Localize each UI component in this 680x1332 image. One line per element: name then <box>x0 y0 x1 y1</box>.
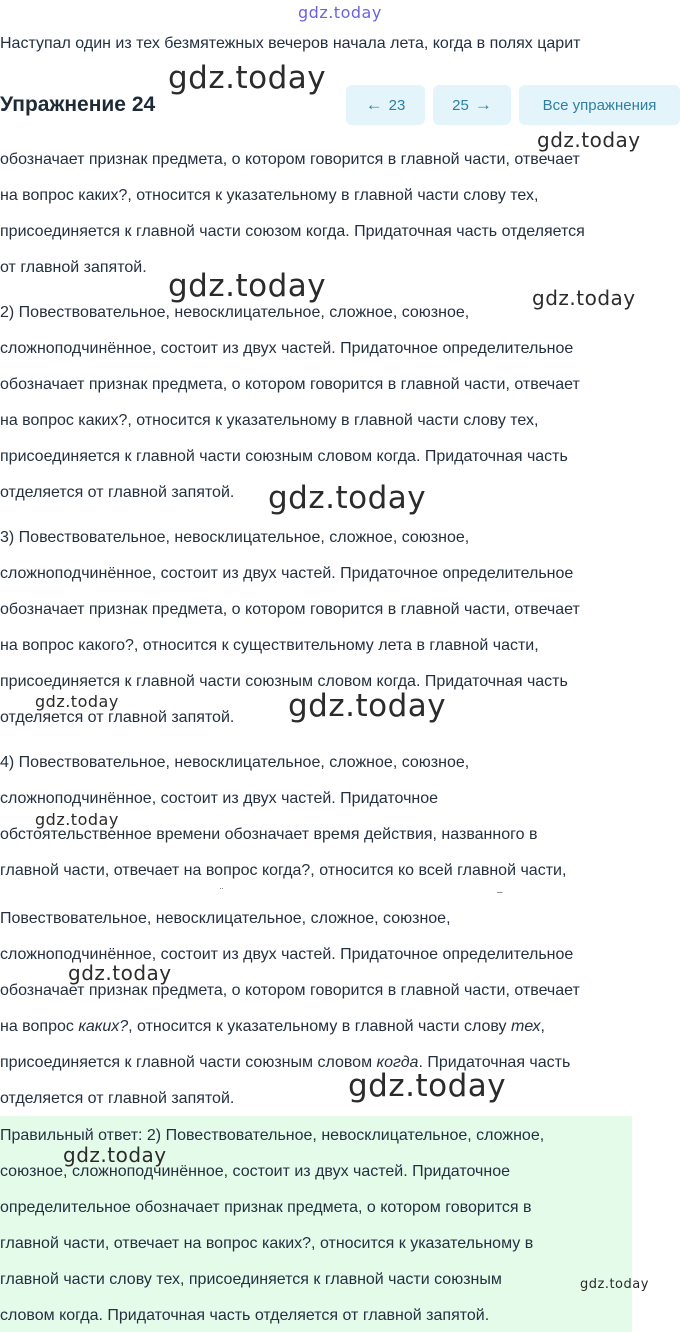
text-line: сложноподчинённое, состоит из двух частей. Придаточное определительное <box>0 565 574 582</box>
watermark: gdz.today <box>268 480 427 516</box>
text-line: Повествовательное, невосклицательное, сложное, союзное, <box>0 910 451 927</box>
text-line: на вопрос каких?, относится к указательному в главной части слову тех, <box>0 412 539 429</box>
watermark: gdz.today <box>537 128 641 152</box>
text-line: обозначает признак предмета, о котором говорится в главной части, отвечает <box>0 376 580 393</box>
prev-exercise-button[interactable] <box>346 85 425 125</box>
next-exercise-label: 25 <box>452 96 469 114</box>
watermark: gdz.today <box>35 692 119 711</box>
answer-line: главной части слову тех, присоединяется к главной части союзным <box>0 1271 502 1288</box>
prev-exercise-label: 23 <box>388 96 406 114</box>
page-title: Упражнение 24 <box>0 93 156 116</box>
text-line: сложноподчинённое, состоит из двух частей. Придаточное определительное <box>0 946 574 963</box>
next-exercise-button[interactable] <box>433 85 511 125</box>
watermark: gdz.today <box>532 286 636 310</box>
text-line: обозначает признак предмета, о котором говорится в главной части, отвечает <box>0 601 580 618</box>
text-line: присоединяется к главной части союзным словом когда. Придаточная часть <box>0 673 568 690</box>
text-line: обозначает признак предмета, о котором говорится в главной части, отвечает <box>0 151 580 168</box>
text-line: главной части, отвечает на вопрос когда?, относится ко всей главной части, <box>0 862 567 879</box>
text-line: обозначает признак предмета, о котором говорится в главной части, отвечает <box>0 982 580 999</box>
text-line: 3) Повествовательное, невосклицательное, сложное, союзное, <box>0 529 470 546</box>
watermark: gdz.today <box>288 688 447 724</box>
watermark: gdz.today <box>68 961 172 985</box>
watermark: gdz.today <box>298 3 382 22</box>
watermark: gdz.today <box>35 810 119 829</box>
all-exercises-button[interactable] <box>519 85 680 125</box>
intro-text: Наступал один из тех безмятежных вечеров начала лета, когда в полях царит <box>0 35 581 52</box>
text-artifact: ¨ <box>220 887 224 898</box>
text-line: присоединяется к главной части союзным словом когда. Придаточная часть <box>0 448 568 465</box>
answer-line: союзное, сложноподчинённое, состоит из двух частей. Придаточное <box>0 1163 510 1180</box>
watermark: gdz.today <box>63 1143 167 1167</box>
text-line-italic: присоединяется к главной части союзным словом когда. Придаточная часть <box>0 1054 571 1071</box>
text-line: сложноподчинённое, состоит из двух частей. Придаточное <box>0 790 439 807</box>
arrow-right-icon: → <box>474 95 492 114</box>
text-line: отделяется от главной запятой. <box>0 484 235 501</box>
watermark: gdz.today <box>168 268 327 304</box>
answer-line: Правильный ответ: 2) Повествовательное, невосклицательное, сложное, <box>0 1127 545 1144</box>
answer-line: словом когда. Придаточная часть отделяется от главной запятой. <box>0 1307 490 1324</box>
text-line-italic: на вопрос каких?, относится к указательному в главной части слову тех, <box>0 1018 545 1035</box>
text-line: отделяется от главной запятой. <box>0 709 235 726</box>
all-exercises-label: Все упражнения <box>542 96 657 114</box>
text-line: 4) Повествовательное, невосклицательное, сложное, союзное, <box>0 754 470 771</box>
answer-line: главной части, отвечает на вопрос каких?, относится к указательному в <box>0 1235 534 1252</box>
answer-line: определительное обозначает признак предмета, о котором говорится в <box>0 1199 532 1216</box>
watermark: gdz.today <box>580 1277 649 1292</box>
text-line: 2) Повествовательное, невосклицательное, сложное, союзное, <box>0 304 470 321</box>
watermark: gdz.today <box>348 1068 507 1104</box>
text-line: на вопрос какого?, относится к существительному лета в главной части, <box>0 637 539 654</box>
watermark: gdz.today <box>168 60 327 96</box>
text-line: сложноподчинённое, состоит из двух частей. Придаточное определительное <box>0 340 574 357</box>
text-line: на вопрос каких?, относится к указательному в главной части слову тех, <box>0 187 539 204</box>
text-line: от главной запятой. <box>0 259 147 276</box>
arrow-left-icon: ← <box>365 95 383 114</box>
text-line: отделяется от главной запятой. <box>0 1090 235 1107</box>
text-artifact: – <box>497 887 503 898</box>
text-line: присоединяется к главной части союзом когда. Придаточная часть отделяется <box>0 223 585 240</box>
text-line: обстоятельственное времени обозначает время действия, названного в <box>0 826 538 843</box>
